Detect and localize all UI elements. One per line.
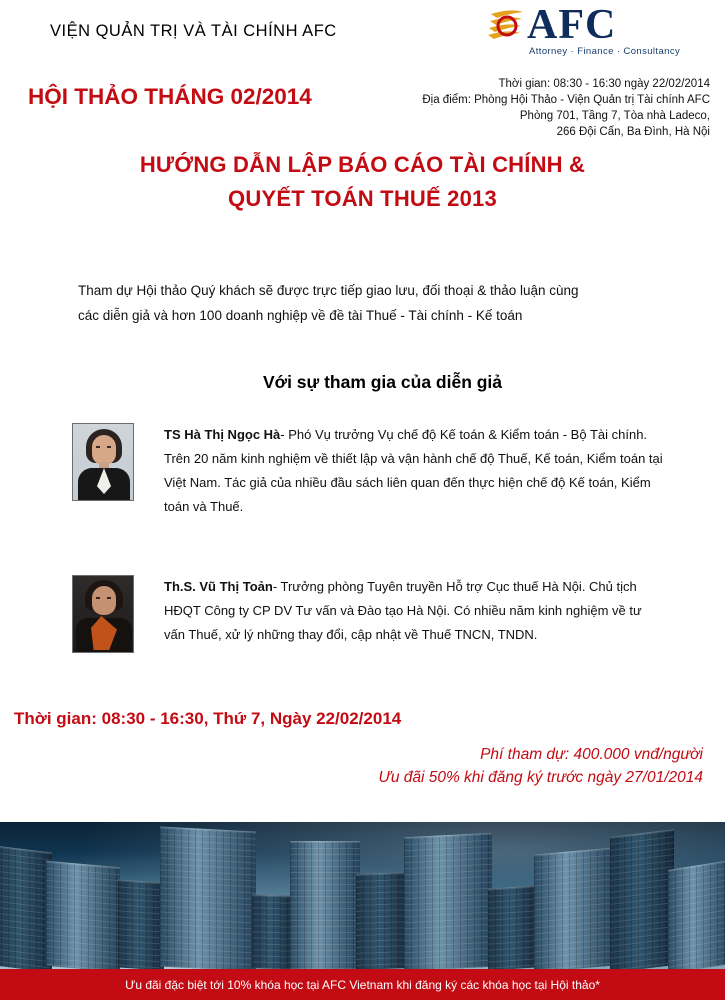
fee-line-2: Ưu đãi 50% khi đăng ký trước ngày 27/01/2014 bbox=[378, 769, 703, 786]
fee-line-1: Phí tham dự: 400.000 vnđ/người bbox=[480, 746, 703, 763]
speaker-name: Th.S. Vũ Thị Toản bbox=[164, 579, 273, 594]
speakers-section-title: Với sự tham gia của diễn giả bbox=[262, 372, 503, 392]
speaker-bio-text: - Trưởng phòng Tuyên truyền Hỗ trợ Cục thuế Hà Nội. Chủ tịch HĐQT Công ty CP DV Tư vấn và Đào tạo Hà Nội. Có nhiều năm kinh nghiệm về tư vấn Thuế, xử lý những thay đổi, cập nhật về Thuế TNCN, TNDN. bbox=[164, 579, 642, 642]
footer-note: Ưu đãi đặc biệt tới 10% khóa học tại AFC Vietnam khi đăng ký các khóa học tại Hội thảo* bbox=[125, 977, 600, 992]
portrait-speaker-1 bbox=[72, 423, 134, 501]
speaker-name: TS Hà Thị Ngọc Hà bbox=[164, 427, 281, 442]
speaker-bio bbox=[164, 423, 665, 519]
header bbox=[0, 0, 725, 72]
intro-line-2: các diễn giả và hơn 100 doanh nghiệp về đề tài Thuế - Tài chính - Kế toán bbox=[78, 308, 523, 323]
page-title bbox=[0, 148, 725, 216]
event-meta bbox=[370, 76, 710, 140]
event-meta-line-4: 266 Đội Cấn, Ba Đình, Hà Nội bbox=[556, 126, 710, 138]
logo-wordmark: AFC bbox=[527, 2, 617, 48]
footer-promo-strip bbox=[0, 969, 725, 1000]
schedule-line: Thời gian: 08:30 - 16:30, Thứ 7, Ngày 22/02/2014 bbox=[14, 709, 402, 728]
portrait-speaker-2 bbox=[72, 575, 134, 653]
event-meta-line-1: Thời gian: 08:30 - 16:30 ngày 22/02/2014 bbox=[498, 78, 710, 90]
fee-block bbox=[0, 743, 703, 789]
seminar-header-row bbox=[0, 72, 725, 138]
speaker-bio bbox=[164, 575, 665, 647]
seminar-month-label: HỘI THẢO THÁNG 02/2014 bbox=[28, 84, 312, 109]
organization-name: VIỆN QUẢN TRỊ VÀ TÀI CHÍNH AFC bbox=[50, 22, 337, 40]
afc-logo bbox=[487, 2, 681, 64]
speaker-item bbox=[72, 575, 665, 675]
speaker-bio-text: - Phó Vụ trưởng Vụ chế độ Kế toán & Kiểm toán - Bộ Tài chính. Trên 20 năm kinh nghiệm về thiết lập và vận hành chế độ Thuế, Kế toán, Kiểm toán tại Việt Nam. Tác giả của nhiều đầu sách liên quan đến thực hiện chế độ Kế toán, Kiểm toán và Thuế. bbox=[164, 427, 663, 514]
speaker-item bbox=[72, 423, 665, 523]
afc-swirl-icon bbox=[487, 8, 527, 44]
logo-tagline: Attorney · Finance · Consultancy bbox=[529, 46, 681, 57]
intro-line-1: Tham dự Hội thảo Quý khách sẽ được trực tiếp giao lưu, đối thoại & thảo luận cùng bbox=[78, 283, 579, 298]
intro-paragraph bbox=[78, 278, 653, 328]
skyscrapers-looking-up-photo bbox=[0, 822, 725, 969]
event-meta-line-3: Phòng 701, Tầng 7, Tòa nhà Ladeco, bbox=[519, 110, 710, 122]
page-title-line-2: QUYẾT TOÁN THUẾ 2013 bbox=[228, 186, 497, 211]
page-title-line-1: HƯỚNG DẪN LẬP BÁO CÁO TÀI CHÍNH & bbox=[139, 152, 586, 177]
event-meta-line-2: Địa điểm: Phòng Hội Thảo - Viện Quản trị Tài chính AFC bbox=[422, 94, 710, 106]
